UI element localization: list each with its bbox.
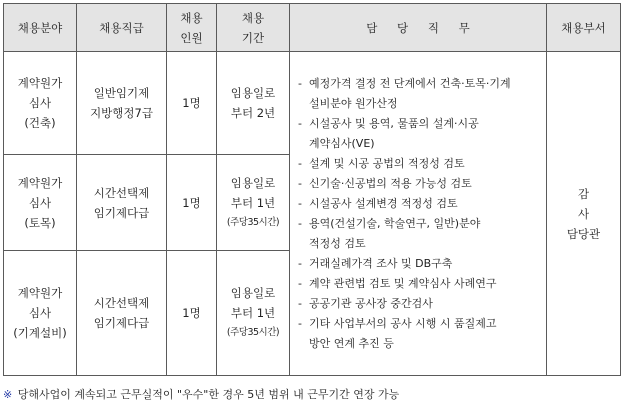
duty-line: - 공공기관 공사장 중간검사	[309, 296, 433, 310]
grade-line: 일반임기제	[93, 86, 150, 100]
duty-line: - 시설공사 및 용역, 물품의 설계·시공	[309, 116, 479, 130]
duty-line: 계약심사(VE)	[309, 136, 375, 150]
count-cell: 1명	[167, 52, 217, 155]
period-cell	[217, 251, 290, 376]
dept-line: 담당관	[566, 226, 601, 241]
field-line: 심사	[28, 306, 52, 320]
period-line: 임용일로	[230, 86, 276, 100]
duty-item	[296, 214, 542, 254]
duty-line: - 예정가격 결정 전 단계에서 건축·토목·기계	[309, 76, 511, 90]
header-duty: 담 당 직 무	[290, 4, 547, 52]
period-cell	[217, 155, 290, 251]
field-line: 계약원가	[17, 175, 63, 190]
grade-cell	[77, 155, 167, 251]
field-line: 계약원가	[17, 286, 63, 300]
recruitment-table	[3, 3, 621, 376]
period-line: 부터 2년	[230, 106, 276, 120]
header-dept: 채용부서	[547, 4, 621, 52]
duty-item	[296, 114, 542, 154]
duty-line: - 설계 및 시공 공법의 적정성 검토	[309, 156, 465, 170]
grade-cell	[77, 52, 167, 155]
duty-line: 적정성 검토	[309, 236, 366, 250]
field-cell	[4, 251, 77, 376]
dept-line: 감 사	[577, 186, 604, 221]
duty-line: - 거래실례가격 조사 및 DB구축	[309, 256, 453, 270]
field-cell	[4, 155, 77, 251]
field-line: 계약원가	[17, 76, 63, 90]
field-line: (토목)	[24, 215, 56, 230]
duty-cell	[290, 52, 547, 376]
duty-line: - 신기술·신공법의 적용 가능성 검토	[309, 176, 472, 190]
period-line: 부터 1년	[230, 306, 276, 320]
period-cell	[217, 52, 290, 155]
field-line: 심사	[28, 96, 52, 110]
grade-line: 시간선택제	[93, 296, 150, 310]
grade-line: 지방행정7급	[90, 106, 153, 120]
dept-cell	[547, 52, 621, 376]
period-line: 임용일로	[230, 175, 276, 190]
duty-line: 설비분야 원가산정	[309, 96, 398, 110]
period-line: 부터 1년	[230, 195, 276, 210]
duty-item	[296, 194, 542, 214]
field-line: (건축)	[24, 116, 56, 130]
duty-item	[296, 294, 542, 314]
duty-line: 방안 연계 추진 등	[309, 336, 394, 350]
period-note: (주당35시간)	[226, 216, 280, 228]
header-period-line: 채용	[241, 10, 265, 25]
note-mark-icon: ※	[3, 388, 13, 401]
header-period	[217, 4, 290, 52]
duty-line: - 기타 사업부서의 공사 시행 시 품질제고	[309, 316, 497, 330]
header-field: 채용분야	[4, 4, 77, 52]
duty-line: - 용역(건설기술, 학술연구, 일반)분야	[309, 216, 481, 230]
duty-item	[296, 274, 542, 294]
duty-item	[296, 254, 542, 274]
field-line: 심사	[28, 195, 52, 210]
grade-line: 시간선택제	[93, 185, 150, 200]
duty-line: - 시설공사 설계변경 적정성 검토	[309, 196, 458, 210]
grade-line: 임기제다급	[93, 205, 150, 220]
header-count	[167, 4, 217, 52]
duty-item	[296, 174, 542, 194]
grade-cell	[77, 251, 167, 376]
footnote	[3, 386, 399, 402]
header-period-line: 기간	[241, 30, 265, 45]
period-note: (주당35시간)	[226, 327, 280, 338]
count-cell: 1명	[167, 251, 217, 376]
duty-line: - 계약 관련법 검토 및 계약심사 사례연구	[309, 276, 497, 290]
field-line: (기계설비)	[13, 326, 67, 340]
header-count-line: 채용	[180, 10, 203, 25]
duty-item	[296, 314, 542, 354]
period-line: 임용일로	[230, 286, 276, 300]
grade-line: 임기제다급	[93, 316, 150, 330]
header-count-line: 인원	[180, 30, 203, 45]
table-row	[4, 52, 621, 155]
duty-item	[296, 154, 542, 174]
duty-item	[296, 74, 542, 114]
header-grade: 채용직급	[77, 4, 167, 52]
count-cell: 1명	[167, 155, 217, 251]
footnote-text: 당해사업이 계속되고 근무실적이 "우수"한 경우 5년 범위 내 근무기간 연장 가능	[17, 388, 400, 401]
field-cell	[4, 52, 77, 155]
header-row	[4, 4, 621, 52]
